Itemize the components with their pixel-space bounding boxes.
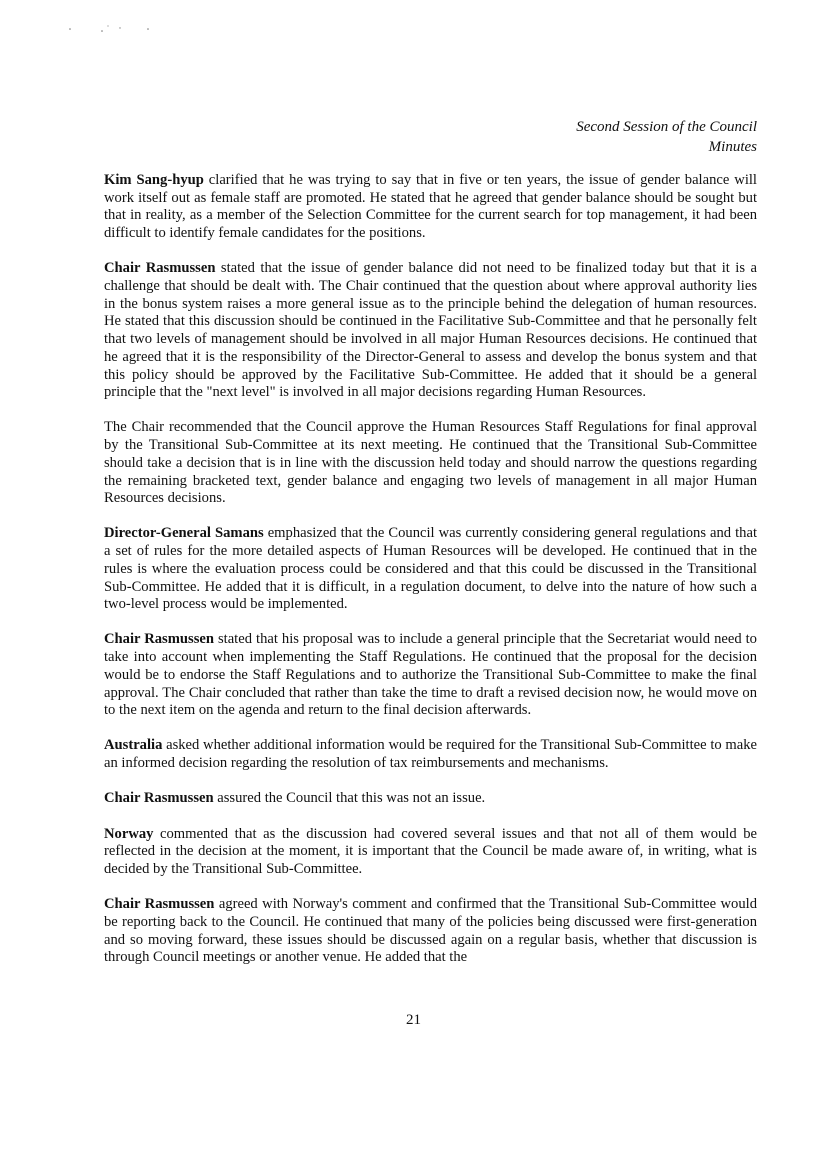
speaker-name: Director-General Samans <box>104 525 264 542</box>
scan-specks <box>68 20 158 34</box>
speaker-name: Chair Rasmussen <box>104 260 216 277</box>
speaker-name: Chair Rasmussen <box>104 896 215 913</box>
paragraph <box>104 419 757 508</box>
paragraph-text: stated that his proposal was to include a general principle that the Secretariat would need to take into account when implementing the Staff Regulations. He continued that the proposal for the decision would be to endorse the Staff Regulations and to authorize the Transitional Sub-Committee to make the final approval. The Chair concluded that rather than take the time to draft a revised decision now, he would move on to the next item on the agenda and return to the final decision afterwards. <box>104 631 757 719</box>
page-number: 21 <box>406 1012 421 1028</box>
paragraph <box>104 260 757 402</box>
paragraph-text: commented that as the discussion had covered several issues and that not all of them would be reflected in the decision at the moment, it is important that the Council be made aware of, in writing, what is decided by the Transitional Sub-Committee. <box>104 825 757 877</box>
header-session-title: Second Session of the Council <box>576 119 757 135</box>
paragraph-text: asked whether additional information would be required for the Transitional Sub-Committee to make an informed decision regarding the resolution of tax reimbursements and mechanisms. <box>104 737 757 772</box>
header-section-label: Minutes <box>708 139 757 155</box>
paragraph-text: agreed with Norway's comment and confirmed that the Transitional Sub-Committee would be reporting back to the Council. He continued that many of the policies being discussed were first-generation and so moving forward, these issues should be discussed again on a regular basis, whether that discussion is through Council meetings or another venue. He added that the <box>104 896 757 966</box>
paragraph <box>104 896 757 967</box>
paragraph <box>104 826 757 879</box>
paragraph <box>104 525 757 614</box>
speaker-name: Kim Sang-hyup <box>104 172 204 188</box>
paragraph-text: emphasized that the Council was currently considering general regulations and that a set of rules for the more detailed aspects of Human Resources will be developed. He continued that in the rules is where the evaluation process could be considered and that this could be discussed in the Transitional Sub-Committee. He added that it is difficult, in a regulation document, to delve into the nature of how such a two-level process would be implemented. <box>104 525 758 613</box>
paragraph-text: assured the Council that this was not an issue. <box>213 790 486 807</box>
paragraph-text: stated that the issue of gender balance did not need to be finalized today but that it is a challenge that should be dealt with. The Chair continued that the question about where approval authority lies in the bonus system raises a more general issue as to the principle behind the delegation of human resources. He stated that this discussion should be continued in the Facilitative Sub-Committee and that he personally felt that two levels of management should be involved in all major Human Resources decisions. He continued that he agreed that it is the responsibility of the Director-General to assess and develop the bonus system and that this policy should be approved by the Facilitative Sub-Committee. He added that it should be a general principle that the "next level" is involved in all major decisions regarding Human Resources. <box>104 260 757 401</box>
paragraph-text: clarified that he was trying to say that in five or ten years, the issue of gender balance will work itself out as female staff are promoted. He stated that he agreed that gender balance should be sought but that in reality, as a member of the Selection Committee for the current search for top management, it had been difficult to identify female candidates for the positions. <box>104 172 757 242</box>
speaker-name: Norway <box>104 825 154 842</box>
paragraph-text: The Chair recommended that the Council approve the Human Resources Staff Regulations for final approval by the Transitional Sub-Committee at its next meeting. He continued that the Transitional Sub-Committee should take a decision that is in line with the discussion held today and should narrow the questions regarding the remaining bracketed text, gender balance and engaging two levels of management in all major Human Resources decisions. <box>104 419 757 507</box>
paragraph <box>104 737 757 772</box>
speaker-name: Chair Rasmussen <box>104 790 214 807</box>
paragraph <box>104 790 757 808</box>
paragraph <box>104 631 757 720</box>
running-header <box>576 117 757 157</box>
speaker-name: Chair Rasmussen <box>104 631 214 648</box>
speaker-name: Australia <box>104 737 163 754</box>
minutes-body <box>104 172 757 985</box>
paragraph <box>104 172 757 243</box>
